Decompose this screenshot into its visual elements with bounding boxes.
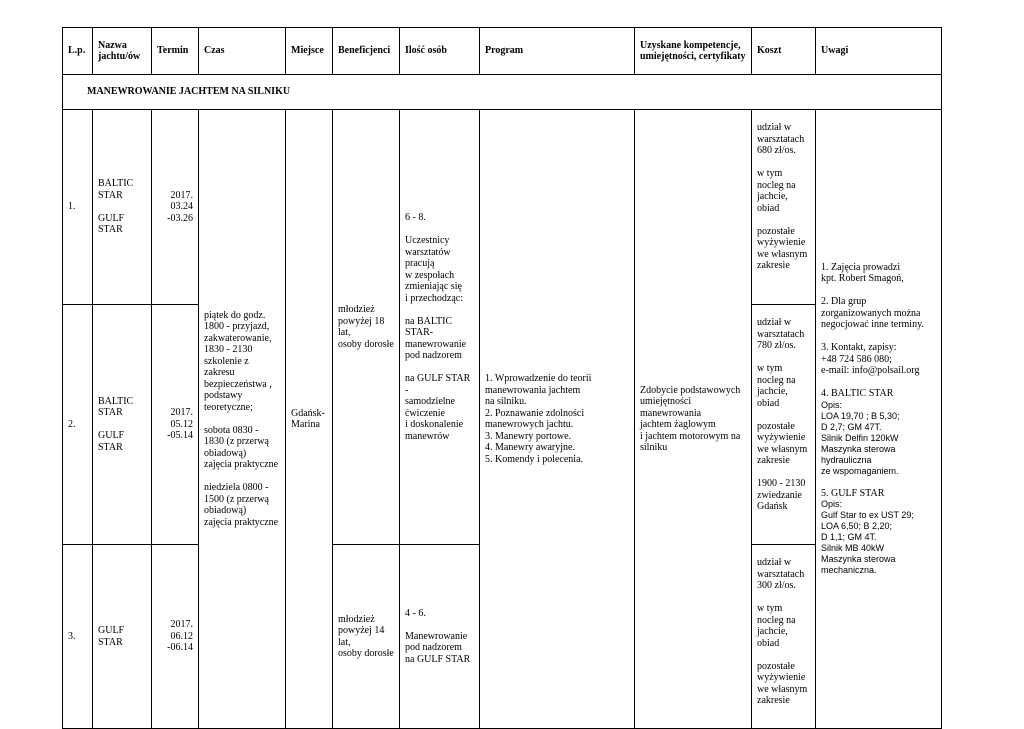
program-cell xyxy=(480,110,635,729)
header-row xyxy=(63,28,942,75)
beneficjenci-cell-12: młodzież powyżej 18 lat, osoby dorosłe xyxy=(333,110,400,545)
list-item: 4. Manewry awaryjne. xyxy=(485,442,575,453)
section-row xyxy=(63,75,942,110)
row-3-nazwa: GULF STAR xyxy=(93,545,152,729)
row-3-ilosc: 4 - 6. Manewrowanie pod nadzorem na GULF STAR xyxy=(400,545,480,729)
header-ilosc: Ilość osób xyxy=(400,28,480,75)
uwagi-notes: 1. Zajęcia prowadzi kpt. Robert Smagoń, 2. Dla grup zorganizowanych można negocjować inne terminy. 3. Kontakt, zapisy: +48 724 586 080; e-mail: info@polsail.org 4. BALTIC STAR xyxy=(821,261,924,400)
list-item: 1. Wprowadzenie do teorii manewrowania jachtem na silniku. xyxy=(485,373,592,407)
header-miejsce: Miejsce xyxy=(286,28,333,75)
row-1-koszt: udział w warsztatach 680 zł/os. w tym nocleg na jachcie, obiad pozostałe wyżywienie we własnym zakresie xyxy=(752,110,816,305)
row-3-beneficjenci: młodzież powyżej 14 lat, osoby dorosłe xyxy=(333,545,400,729)
program-list xyxy=(485,373,629,465)
header-program: Program xyxy=(480,28,635,75)
header-koszt: Koszt xyxy=(752,28,816,75)
row-1-nazwa: BALTIC STAR GULF STAR xyxy=(93,110,152,305)
list-item: 3. Manewry portowe. xyxy=(485,430,572,442)
row-2-koszt: udział w warsztatach 780 zł/os. w tym nocleg na jachcie, obiad pozostałe wyżywienie we własnym zakresie 1900 - 2130 zwiedzanie Gdańsk xyxy=(752,305,816,545)
baltic-star-specs: Opis: LOA 19,70 ; B 5,30; D 2,7; GM 47T. Silnik Delfin 120kW Maszynka sterowa hydrauliczna ze wspomaganiem. xyxy=(821,399,900,476)
kompetencje-cell: Zdobycie podstawowych umiejętności manewrowania jachtem żaglowym i jachtem motorowym na silniku xyxy=(635,110,752,729)
header-kompetencje: Uzyskane kompetencje, umiejętności, certyfikaty xyxy=(635,28,752,75)
row-2-lp: 2. xyxy=(63,305,93,545)
header-lp: L.p. xyxy=(63,28,93,75)
list-item: 2. Poznawanie zdolności manewrowych jachtu. xyxy=(485,407,585,430)
list-item: 5. Komendy i polecenia. xyxy=(485,453,584,465)
header-nazwa: Nazwa jachtu/ów xyxy=(93,28,152,75)
course-table xyxy=(62,27,942,729)
gulf-star-heading: 5. GULF STAR xyxy=(821,487,885,499)
row-2-termin: 2017. 05.12 -05.14 xyxy=(152,305,199,545)
row-3-koszt: udział w warsztatach 300 zł/os. w tym nocleg na jachcie, obiad pozostałe wyżywienie we własnym zakresie xyxy=(752,545,816,729)
header-termin: Termin xyxy=(152,28,199,75)
row-1-lp: 1. xyxy=(63,110,93,305)
czas-cell: piątek do godz. 1800 - przyjazd, zakwaterowanie, 1830 - 2130 szkolenie z zakresu bezpieczeństwa , podstawy teoretyczne; sobota 0830 - 1830 (z przerwą obiadową) zajęcia praktyczne niedziela 0800 - 1500 (z przerwą obiadową) zajęcia praktyczne xyxy=(199,110,286,729)
section-title: MANEWROWANIE JACHTEM NA SILNIKU xyxy=(63,75,942,110)
header-uwagi: Uwagi xyxy=(816,28,942,75)
miejsce-cell: Gdańsk- Marina xyxy=(286,110,333,729)
header-beneficjenci: Beneficjenci xyxy=(333,28,400,75)
row-1-termin: 2017. 03.24 -03.26 xyxy=(152,110,199,305)
table-row xyxy=(63,110,942,305)
header-czas: Czas xyxy=(199,28,286,75)
gulf-star-specs: Opis: Gulf Star to ex UST 29; LOA 6,50; B 2,20; D 1,1; GM 4T. Silnik MB 40kW Maszynka sterowa mechaniczna. xyxy=(821,499,914,576)
row-2-nazwa: BALTIC STAR GULF STAR xyxy=(93,305,152,545)
row-3-lp: 3. xyxy=(63,545,93,729)
ilosc-cell-12: 6 - 8. Uczestnicy warsztatów pracują w zespołach zmieniając się i przechodząc: na BALTIC STAR- manewrowanie pod nadzorem na GULF STAR - samodzielne ćwiczenie i doskonalenie manewrów xyxy=(400,110,480,545)
uwagi-cell xyxy=(816,110,942,729)
row-3-termin: 2017. 06.12 -06.14 xyxy=(152,545,199,729)
